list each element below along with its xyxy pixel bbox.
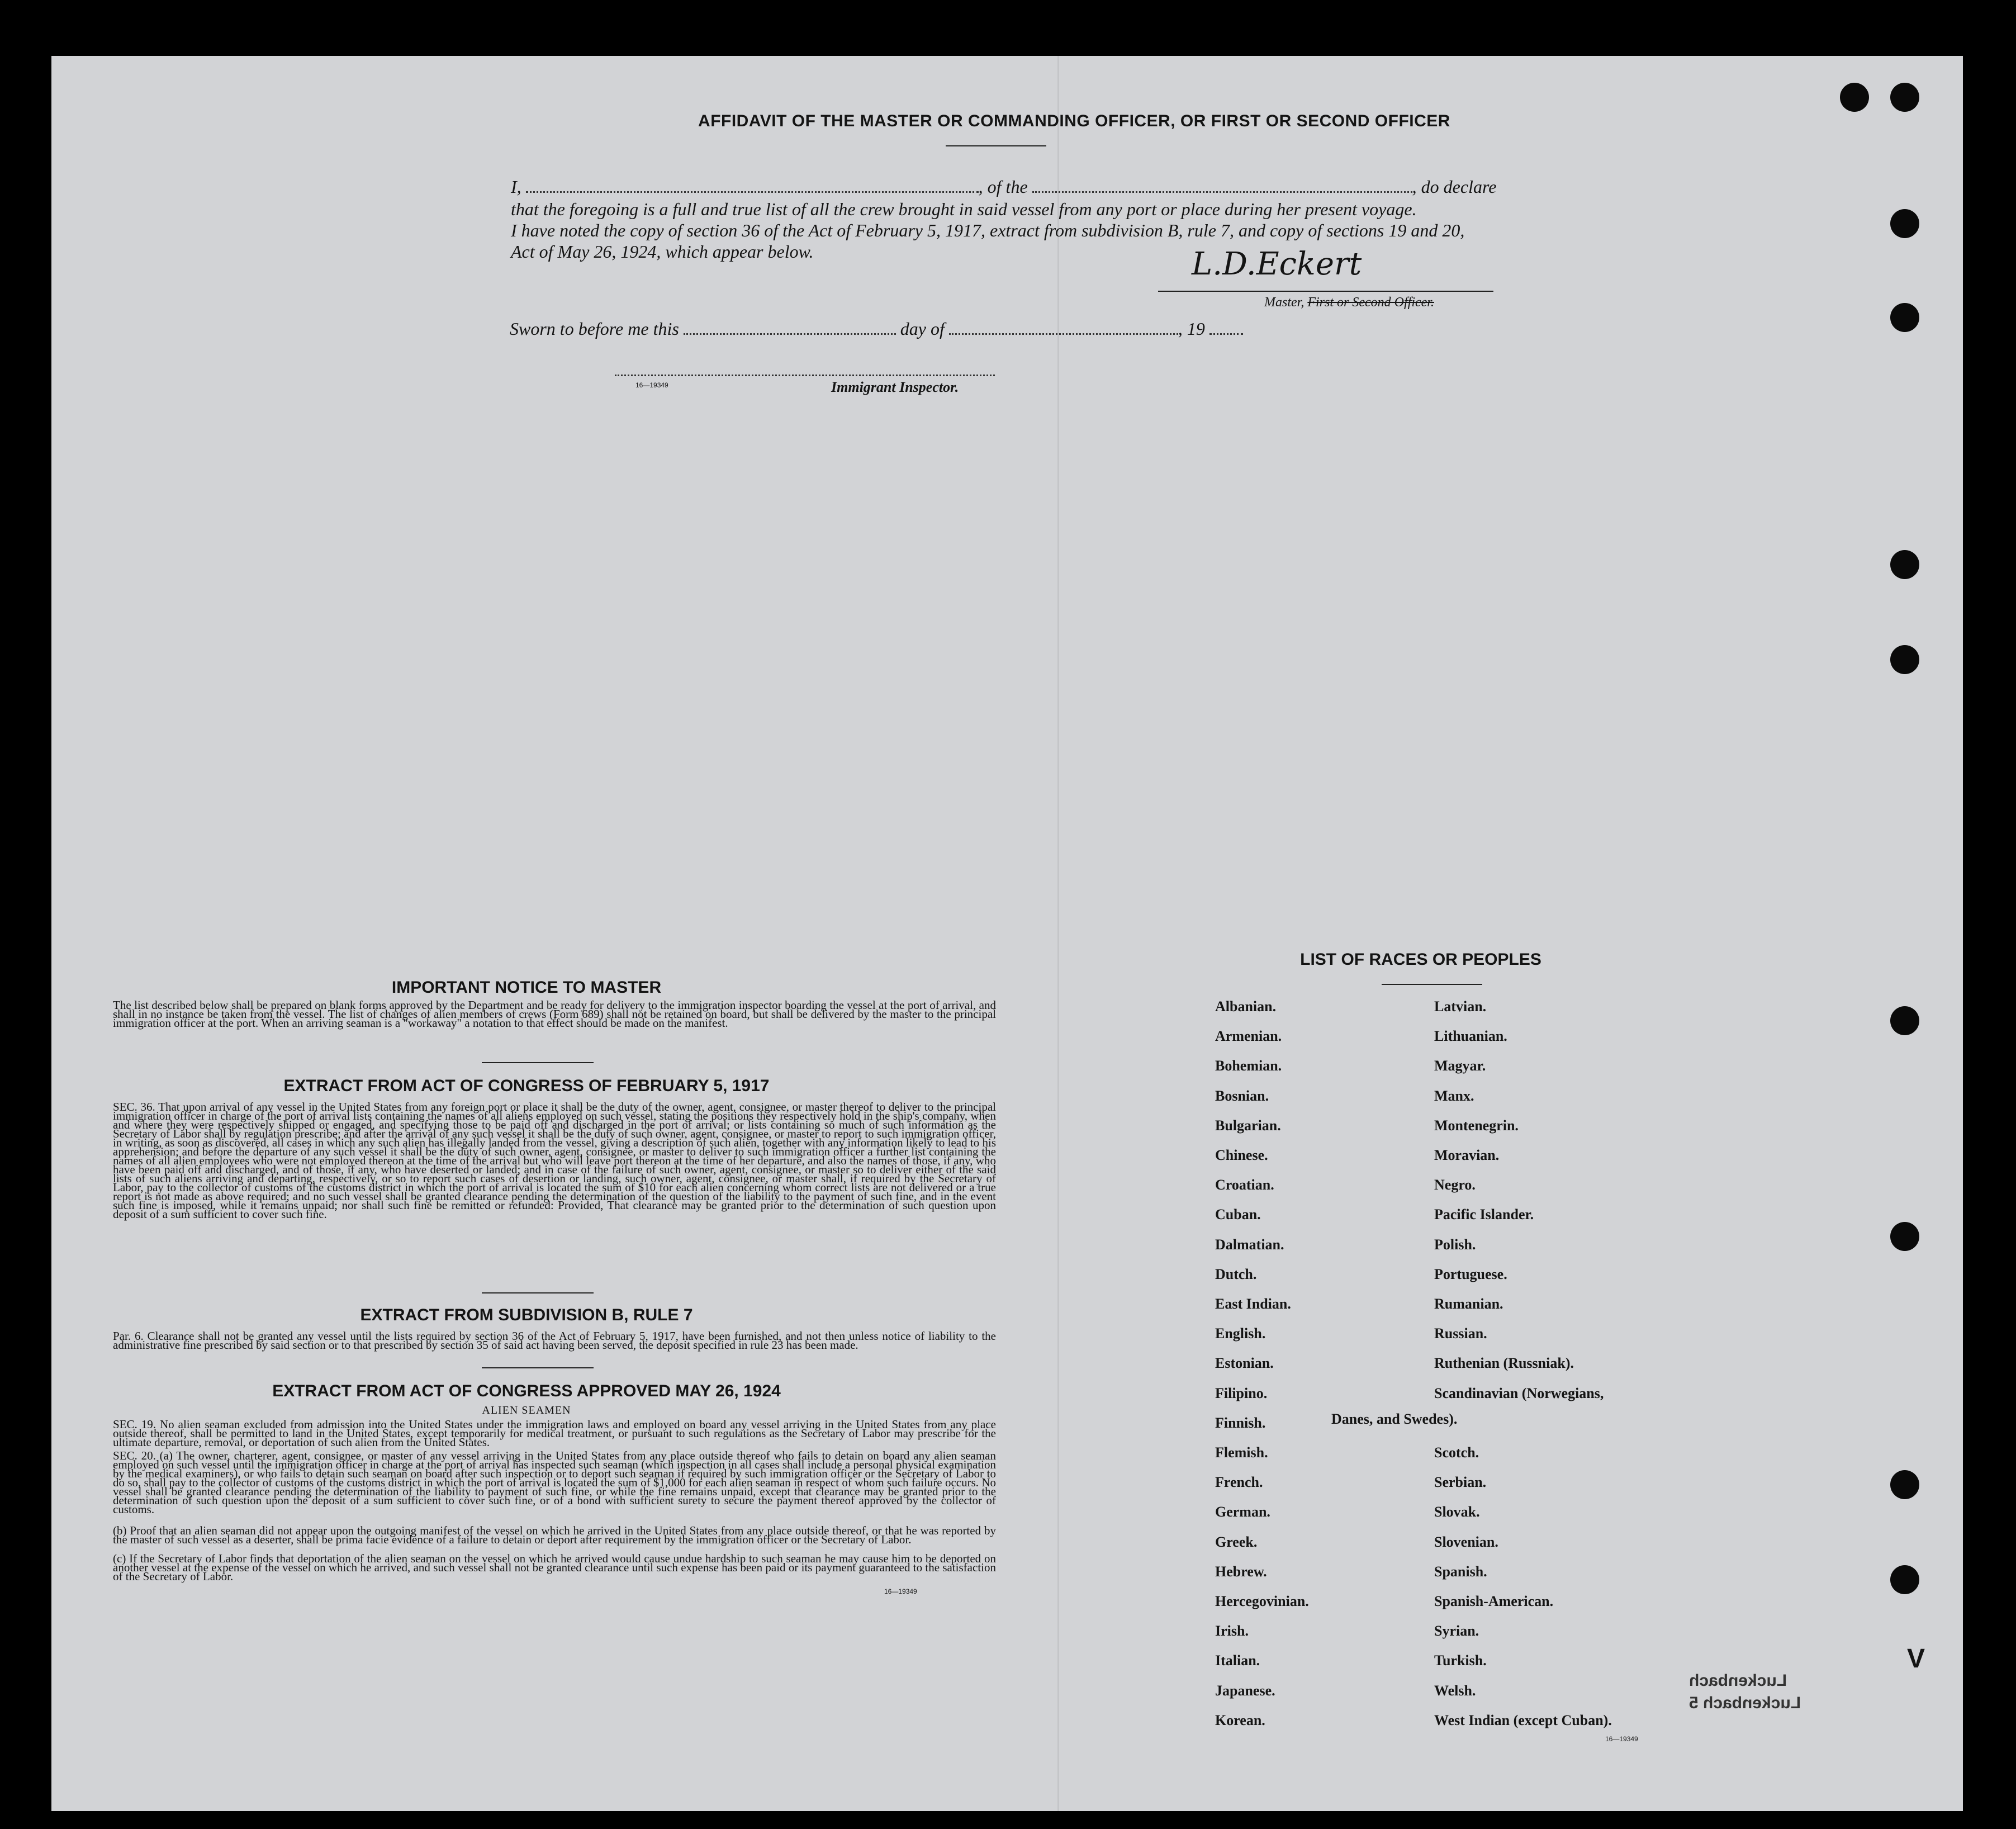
sworn-day-blank [684,320,896,335]
race-item: Flemish. [1215,1444,1268,1461]
race-item: Italian. [1215,1652,1260,1669]
race-scandinavian-continued: Danes, and Swedes). [1331,1411,1458,1427]
sworn-line [510,319,1404,339]
race-item: Magyar. [1434,1058,1486,1074]
stamp-text-2: Luckenbach 5 [1689,1694,1801,1712]
vessel-blank [1032,178,1412,193]
punch-hole [1890,1222,1919,1251]
race-item: Irish. [1215,1623,1249,1640]
race-item: Scotch. [1434,1444,1479,1461]
master-signature: L.D.Eckert [1192,246,1362,282]
stamp-line-2 [1689,1694,1801,1713]
race-item: Chinese. [1215,1147,1268,1163]
affidavit-line3: I have noted the copy of section 36 of the Act of February 5, 1917, extract from subdivision B, rule 7, and copy of sections 19 and 20, [511,220,1465,240]
race-item: Manx. [1434,1087,1474,1104]
extract3-title: EXTRACT FROM ACT OF CONGRESS APPROVED MAY 26, 1924 [272,1382,781,1400]
sworn-label: Sworn to before me this [510,319,679,339]
race-item: Spanish. [1434,1563,1487,1580]
affidavit-declare-line [511,177,1573,197]
race-item: Bulgarian. [1215,1117,1281,1134]
extract3-subtitle: ALIEN SEAMEN [482,1404,571,1416]
race-item: Finnish. [1215,1414,1266,1431]
struck-officer-label: First or Second Officer. [1307,295,1434,310]
race-item: German. [1215,1504,1270,1520]
extract2-body: Par. 6. Clearance shall not be granted any vessel until the lists required by section 36 of the Act of February 5, 1917, have been furnished, and not then unless notice of liability to the administrative fine prescribed by said section or to that prescribed by section 35 of said act having been served, the deposit specified in rule 23 has been made. [113,1329,996,1352]
divider-2 [482,1292,594,1293]
inspector-line [615,375,995,376]
race-item: Japanese. [1215,1682,1275,1699]
race-item: Hebrew. [1215,1563,1267,1580]
race-item: Polish. [1434,1236,1476,1253]
master-title [1264,295,1434,310]
extract2-title: EXTRACT FROM SUBDIVISION B, RULE 7 [360,1306,693,1324]
punch-hole [1890,550,1919,579]
races-underline [1382,984,1482,985]
sworn-month-blank [949,320,1178,335]
punch-hole [1840,83,1869,112]
race-item: Cuban. [1215,1206,1261,1223]
of-the-label: , of the [978,177,1028,197]
race-item: French. [1215,1474,1263,1491]
race-item: West Indian (except Cuban). [1434,1712,1612,1728]
sec20b-body: (b) Proof that an alien seaman did not appear upon the outgoing manifest of the vessel on which he arrived in the United States from any place outside thereof, or that he was reported by the master of such vessel as a deserter, shall be prima facie evidence of a failure to detain or deport after requirement by the immigration officer or the Secretary of Labor. [113,1524,996,1546]
race-item: Portuguese. [1434,1266,1507,1282]
race-item: Rumanian. [1434,1296,1503,1312]
race-item: English. [1215,1325,1266,1342]
race-item: Dutch. [1215,1266,1257,1282]
race-item: Welsh. [1434,1682,1476,1699]
year-label: , 19 [1178,319,1205,339]
race-item: East Indian. [1215,1296,1291,1312]
sec20a-body: SEC. 20. (a) The owner, charterer, agent, consignee, or master of any vessel arriving in the United States from any place outside thereof who fails to detain on board any alien seaman employed on such vessel until the immigration officer in charge at the port of arrival has inspected such seaman (which inspection in all cases shall include a personal physical examination by the medical examiners), or who fails to detain such seaman on board after such inspection or to deport such seaman if required by such immigration officer or the Secretary of Labor to do so, shall pay to the collector of customs of the customs district in which the port of arrival is located the sum of $1,000 for each alien seaman in respect of whom such failure occurs. No vessel shall be granted clearance pending the determination of the liability to payment of such fine, or while the fine remains unpaid, except that clearance may be granted prior to the determination of such question upon the deposit of a sum sufficient to cover such fine, or of a bond with sufficient surety to secure the payment thereof approved by the collector of customs. [113,1449,996,1516]
race-item: Serbian. [1434,1474,1487,1491]
i-label: I, [511,177,521,197]
race-item: Montenegrin. [1434,1117,1519,1134]
races-title: LIST OF RACES OR PEOPLES [1300,950,1541,969]
year-blank [1209,320,1243,335]
race-item: Bohemian. [1215,1058,1282,1074]
punch-hole [1890,1006,1919,1035]
race-item: Estonian. [1215,1355,1274,1372]
extract1-title: EXTRACT FROM ACT OF CONGRESS OF FEBRUARY 5, 1917 [283,1077,770,1095]
race-item: Albanian. [1215,998,1277,1015]
inspector-label: Immigrant Inspector. [831,379,959,395]
title-underline [946,145,1046,146]
race-item: Turkish. [1434,1652,1487,1669]
form-number-top: 16—19349 [635,381,668,389]
race-item: Greek. [1215,1533,1258,1550]
race-item: Latvian. [1434,998,1487,1015]
divider-3 [482,1367,594,1368]
race-item: Syrian. [1434,1623,1479,1640]
race-item: Slovenian. [1434,1533,1498,1550]
race-item: Scandinavian (Norwegians, [1434,1385,1604,1401]
signature-line [1158,291,1493,292]
stamp-line-1 [1689,1671,1787,1690]
punch-hole [1890,303,1919,332]
stamp-text-1: Luckenbach [1689,1671,1787,1690]
punch-hole [1890,645,1919,674]
race-item: Lithuanian. [1434,1028,1507,1045]
race-item: Ruthenian (Russniak). [1434,1355,1574,1372]
affidavit-title: AFFIDAVIT OF THE MASTER OR COMMANDING OFFICER, OR FIRST OR SECOND OFFICER [698,112,1450,130]
race-item: Bosnian. [1215,1087,1269,1104]
race-item: Spanish-American. [1434,1593,1554,1609]
race-item: Pacific Islander. [1434,1206,1534,1223]
notice-body: The list described below shall be prepared on blank forms approved by the Department and be ready for delivery to the immigration inspector boarding the vessel at the port of arrival, and shall in no instance be taken from the vessel. The list of changes of alien members of crews (Form 689) shall not be retained on board, but shall be delivered by the master to the principal immigration officer at the port. When an arriving seaman is a "workaway" a notation to that effect should be made on the manifest. [113,998,996,1030]
do-declare-label: , do declare [1412,177,1497,197]
race-item: Hercegovinian. [1215,1593,1309,1609]
notice-title: IMPORTANT NOTICE TO MASTER [391,978,662,997]
extract1-body: SEC. 36. That upon arrival of any vessel in the United States from any foreign port or place it shall be the duty of the owner, agent, consignee, or master thereof to deliver to the principal immigration officer in charge of the port of arrival lists containing the names of all aliens employed on such vessel, stating the positions they respectively hold in the ship's company, when and where they were respectively shipped or engaged, and specifying those to be paid off and discharged in the port of arrival; or lists containing so much of such information as the Secretary of Labor shall by regulation prescribe; and after the arrival of any such vessel it shall be the duty of such owner, agent, consignee, or master to report to such immigration officer, in writing, as soon as discovered, all cases in which any such alien has illegally landed from the vessel, giving a description of such alien, together with any information likely to lead to his apprehension; and before the departure of any such vessel it shall be the duty of such owner, agent, consignee, or master to deliver to such immigration officer a further list containing the names of all alien employees who were not employed thereon at the time of the arrival but who will leave port thereon at the time of her departure, and also the names of those, if any, who have been paid off and discharged, and of those, if any, who have deserted or landed; and in case of the failure of such owner, agent, consignee, or master so to deliver either of the said lists of such aliens arriving and departing, respectively, or so to report such cases of desertion or landing, such owner, agent, consignee, or master shall, if required by the Secretary of Labor, pay to the collector of customs of the customs district in which the port of arrival is located the sum of $10 for each alien concerning whom correct lists are not delivered or a true report is not made as above required; and no such vessel shall be granted clearance pending the determination of the question of the liability to the payment of such fine, and in the event such fine is imposed, while it remains unpaid; nor shall such fine be remitted or refunded: Provided, That clearance may be granted prior to the determination of such question upon deposit of a sum sufficient to cover such fine. [113,1100,996,1221]
race-item: Moravian. [1434,1147,1500,1163]
document-page [51,56,1963,1811]
master-label: Master, [1264,295,1305,310]
divider-1 [482,1062,594,1063]
punch-hole [1890,1470,1919,1499]
race-item: Korean. [1215,1712,1265,1728]
race-item: Dalmatian. [1215,1236,1284,1253]
sec19-body: SEC. 19. No alien seaman excluded from admission into the United States under the immigration laws and employed on board any vessel arriving in the United States from any place outside thereof, shall be permitted to land in the United States, except temporarily for medical treatment, or pursuant to such regulations as the Secretary of Labor may prescribe for the ultimate departure, removal, or deportation of such alien from the United States. [113,1418,996,1449]
race-item: Negro. [1434,1177,1476,1193]
name-blank [526,178,979,193]
race-item: Filipino. [1215,1385,1268,1401]
race-item: Slovak. [1434,1504,1480,1520]
punch-hole [1890,83,1919,112]
sec20c-body: (c) If the Secretary of Labor finds that deportation of the alien seaman on the vessel on which he arrived would cause undue hardship to such seaman he may cause him to be deported on another vessel at the expense of the vessel on which he arrived, and such vessel shall not be granted clearance until such expense has been paid or its payment guaranteed to the satisfaction of the Secretary of Labor. [113,1552,996,1583]
form-number-left: 16—19349 [884,1588,917,1595]
race-item: Armenian. [1215,1028,1282,1045]
affidavit-line2: that the foregoing is a full and true list of all the crew brought in said vessel from any port or place during her present voyage. [511,199,1417,219]
race-item: Croatian. [1215,1177,1274,1193]
corner-mark: V [1907,1644,1925,1674]
day-of-label: day of [900,319,945,339]
race-item: Russian. [1434,1325,1487,1342]
punch-hole [1890,209,1919,238]
punch-hole [1890,1565,1919,1594]
form-number-right: 16—19349 [1605,1735,1638,1743]
affidavit-line4: Act of May 26, 1924, which appear below. [511,241,814,262]
